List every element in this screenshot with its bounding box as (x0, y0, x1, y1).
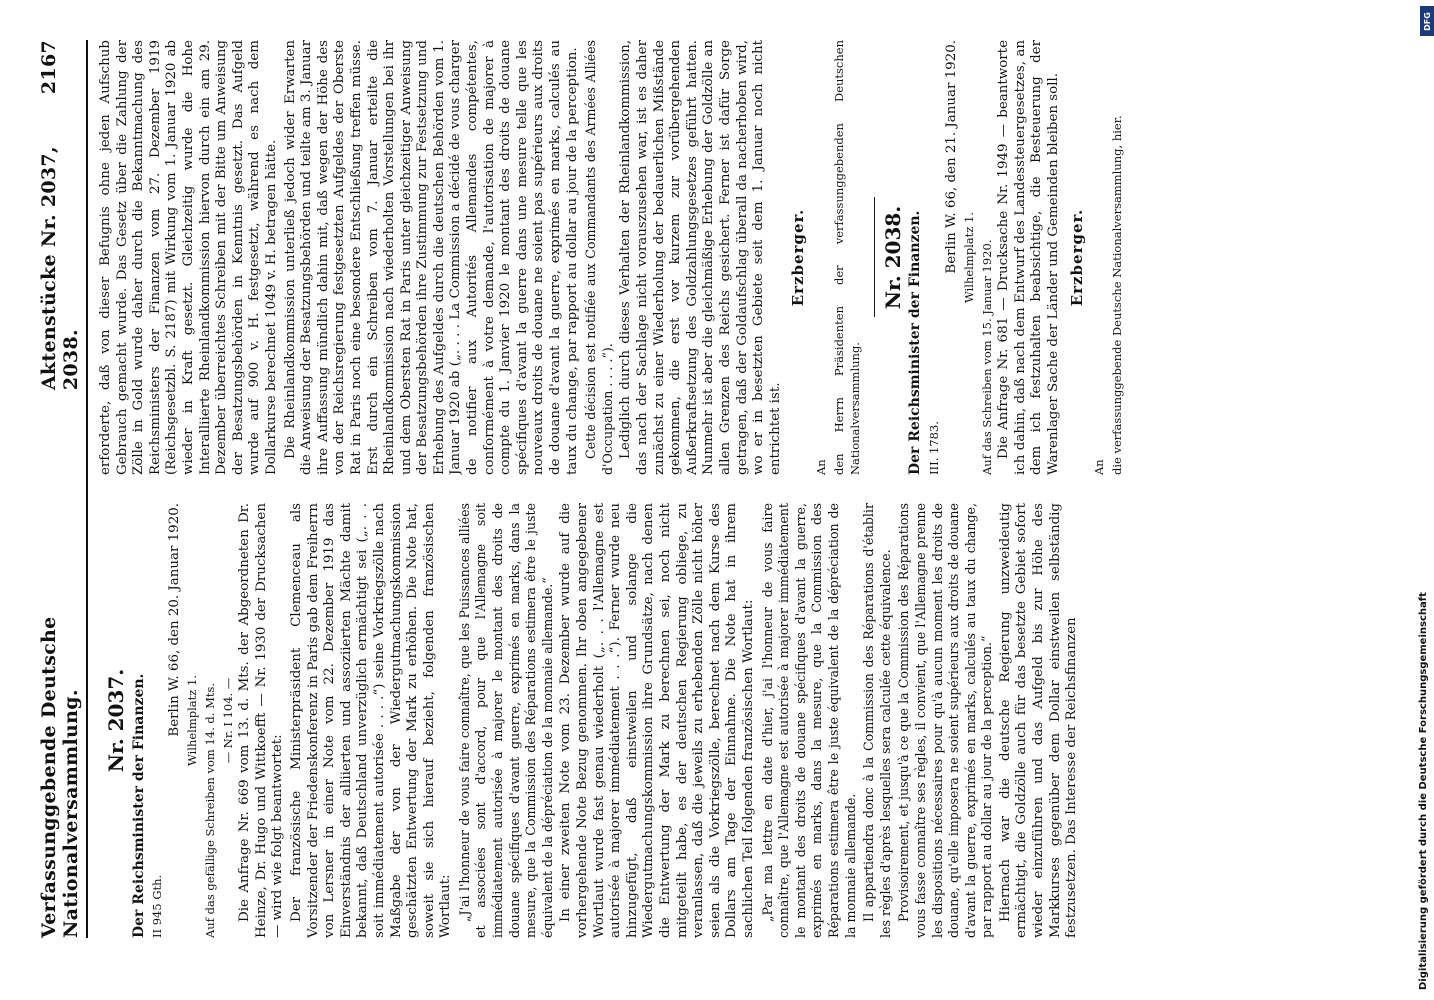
digitization-credit (1418, 10, 1432, 990)
sender-heading: Der Reichsminister der Finanzen. (130, 673, 147, 938)
letter-number: — Nr. I 104. — (220, 677, 235, 764)
running-header (38, 40, 88, 938)
sender-heading: Der Reichsminister der Finanzen. (907, 210, 924, 475)
column-left (98, 503, 1398, 938)
letter-reference: Auf das Schreiben vom 15. Januar 1920. (979, 239, 994, 475)
place-date: Berlin W. 66, den 21. Januar 1920. (943, 40, 959, 274)
paragraph: Die Anfrage Nr. 669 vom 13. d. Mts. der Abgeordneten Dr. Heinze, Dr. Hugo und Wittkoefft — Nr. 1930 der Drucksachen — wird wie folgt beantwortet: (237, 503, 286, 938)
column-right (98, 40, 1398, 475)
addressee-label: An (813, 459, 828, 475)
french-quote: Il appartiendra donc à la Commission des Réparations d'établir les règles d'après lesquelles sera calculée cette équivalence. (861, 503, 893, 938)
paragraph: Lediglich durch dieses Verhalten der Rheinlandkommission, das nach der Sachlage nicht vorauszusehen war, ist es daher zunächst zu einer Wiederholung der bedauerlichen Mißstände gekommen, die erst vor kurzem zur vorübergehenden Außerkraftsetzung des Goldzahlungsgesetzes geführt hatten. Nunmehr ist aber die gleichmäßige Erhebung der Goldzölle an allen Grenzen des Reichs gesichert. Ferner ist dafür Sorge getragen, daß der Goldaufschlag überall da nacherhoben wird, wo er in besetzten Gebiete seit dem 1. Januar noch nicht entrichtet ist. (618, 40, 783, 475)
addressee: die verfassunggebende Deutsche Nationalversammlung, hier. (1109, 115, 1124, 475)
paragraph: Hiernach war die deutsche Regierung unzweideutig ermächtigt, die Goldzölle auch für das besetzte Gebiet sofort wieder einzuführen und das Aufgeld bis zur Höhe des Markkurses gegenüber dem Dollar einstweilen selbständig festzusetzen. Das Interesse der Reichsfinanzen (997, 503, 1080, 938)
credit-text: Digitalisierung gefördert durch die Deutsche Forschungsgemeinschaft (1418, 592, 1429, 990)
reference-number: II 945 Gth. (150, 874, 165, 938)
french-quote: „Par ma lettre en date d'hier, j'ai l'honneur de vous faire connaître, que l'Allemagne est autorisée à majorer immédiatement le montant des droits de douane spécifiques d'avant la guerre, exprimés en marks, dans la mesure, que la Commission des Réparations estimera être le juste équivalent de la dépréciation de la monnaie allemande. (759, 503, 858, 938)
paragraph: In einer zweiten Note vom 23. Dezember wurde auf die vorhergehende Note Bezug genommen. Ihr oben angegebener Wortlaut wurde fast genau wiederholt („. . . l'Allemagne est autorisée à majorer immédiatement . . .“). Ferner wurde neu hinzugefügt, daß einstweilen und solange die Wiedergutmachungskommission ihre Grundsätze, nach denen die Entwertung der Mark zu berechnen sei, noch nicht mitgeteilt habe, es der deutschen Regierung obliege, zu veranlassen, daß die jeweils zu erhebenden Zölle nicht höher seien als die Vorkriegszölle, berechnet nach dem Kurse des Dollars am Tage der Einnahme. Die Note hat in ihrem sachlichen Teil folgenden französischen Wortlaut: (558, 503, 756, 938)
signature: Erzberger. (1067, 208, 1086, 307)
paragraph: Die Anfrage Nr. 681 — Drucksache Nr. 1949 — beantworte ich dahin, daß nach dem Entwurf des Landessteuergesetzes, an dem ich festzuhalten beabsichtige, die Besteuerung der Warenlager Sache der Länder und Gemeinden bleiben soll. (996, 40, 1062, 475)
french-quote: Provisoirement, et jusqu'à ce que la Commission des Réparations vous fasse connaître ses règles, il convient, que l'Allemagne prenne les dispositions nécessaires pour qu'à aucun moment les droits de douane, qu'elle imposera ne soient supérieurs aux droits de douane d'avant la guerre, exprimés en marks, calculés au taux du change, par rapport au dollar au jour de la perception.“ (896, 503, 995, 938)
paragraph: erforderte, daß von dieser Befugnis ohne jeden Aufschub Gebrauch gemacht wurde. Das Gesetz über die Zahlung der Zölle in Gold wurde daher durch die Bekanntmachung des Reichsministers der Finanzen vom 27. Dezember 1919 (Reichsgesetzbl. S. 2187) mit Wirkung vom 1. Januar 1920 ab wieder in Kraft gesetzt. Gleichzeitig wurde die Hohe Interalliierte Rheinlandkommission hiervon durch ein am 29. Dezember überreichtes Schreiben mit der Bitte um Anweisung der Besatzungsbehörden in Kenntnis gesetzt. Das Aufgeld wurde auf 900 v. H. festgesetzt, während es nach dem Dollarkurse berechnet 1049 v. H. betragen hätte. (98, 40, 279, 475)
section-divider (874, 198, 875, 318)
street-address: Wilhelmplatz 1. (962, 212, 977, 303)
document-number: Nr. 2038. (880, 205, 905, 310)
signature: Erzberger. (789, 208, 808, 307)
french-quote: Cette décision est notifiée aux Commandants des Armées Alliées d'Occupation . . . .“). (583, 40, 615, 475)
header-title: Verfassunggebende Deutsche Nationalversammlung. (38, 616, 82, 938)
reference-number: III. 1783. (926, 421, 941, 475)
header-document-numbers: Aktenstücke Nr. 2037, 2038. (38, 146, 82, 391)
addressee: den Herrn Präsidenten der verfassunggebenden Deutschen Nationalversammlung. (831, 40, 863, 475)
document-number: Nr. 2037. (104, 668, 128, 773)
paragraph: Die Rheinlandkommission unterließ jedoch wider Erwarten die Anweisung der Besatzungsbehörden und teilte am 3. Januar ihre Auffassung mündlich dahin mit, daß wegen der Höhe des von der Reichsregierung festgesetzten Aufgeldes der Oberste Rat in Paris noch eine besondere Entschließung treffen müsse. Erst durch ein Schreiben vom 7. Januar erteilte die Rheinlandkommission nach wiederholten Vorstellungen bei ihr und dem Obersten Rat in Paris unter gleichzeitiger Anweisung der Besatzungsbehörden ihre Zustimmung zur Festsetzung und Erhebung des Aufgeldes durch die deutschen Behörden vom 1. Januar 1920 ab („. . . . La Commission a décidé de vous charger de notifier aux Autorités Allemandes compétentes, conformément à votre demande, l'autorisation de majorer à compte du 1. Janvier 1920 le montant des droits de douane spécifiques d'avant la guerre dans une mesure telle que les nouveaux droits de douane ne soient pas supérieurs aux droits de douane d'avant la guerre, exprimés en marks, calculés au taux du change, par rapport au dollar au jour de la perception. (282, 40, 580, 475)
place-date: Berlin W. 66, den 20. Januar 1920. (166, 503, 182, 737)
dfg-logo-text: DFG (1422, 11, 1432, 31)
street-address: Wilhelmplatz 1. (185, 675, 200, 766)
french-quote: „J'ai l'honneur de vous faire connaître, que les Puissances alliées et associées sont d'accord, pour que l'Allemagne soit immédiatement autorisée à majorer le montant des droits de douane spécifiques d'avant guerre, exprimés en marks, dans la mesure, que la Commission des Réparations estimera être le juste équivalent de la dépréciation de la monnaie allemande.“ (456, 503, 555, 938)
letter-reference: Auf das gefällige Schreiben vom 14. d. Mts. (202, 682, 217, 938)
addressee-label: An (1092, 459, 1107, 475)
page-number: 2167 (38, 40, 60, 95)
paragraph: Der französische Ministerpräsident Clemenceau als Vorsitzender der Friedenskonferenz in Paris gab dem Freiherrn von Lersner in einer Note vom 22. Dezember 1919 das Einverständnis der alliierten und assoziierten Mächte damit bekannt, daß Deutschland unverzüglich ermächtigt sei („. . . soit immédiatement autorisée . . . .“) seine Vorkriegszölle nach Maßgabe der von der Wiedergutmachungskommission geschätzten Entwertung der Mark zu erhöhen. Die Note hat, soweit sie sich hierauf bezieht, folgenden französischen Wortlaut: (288, 503, 454, 938)
